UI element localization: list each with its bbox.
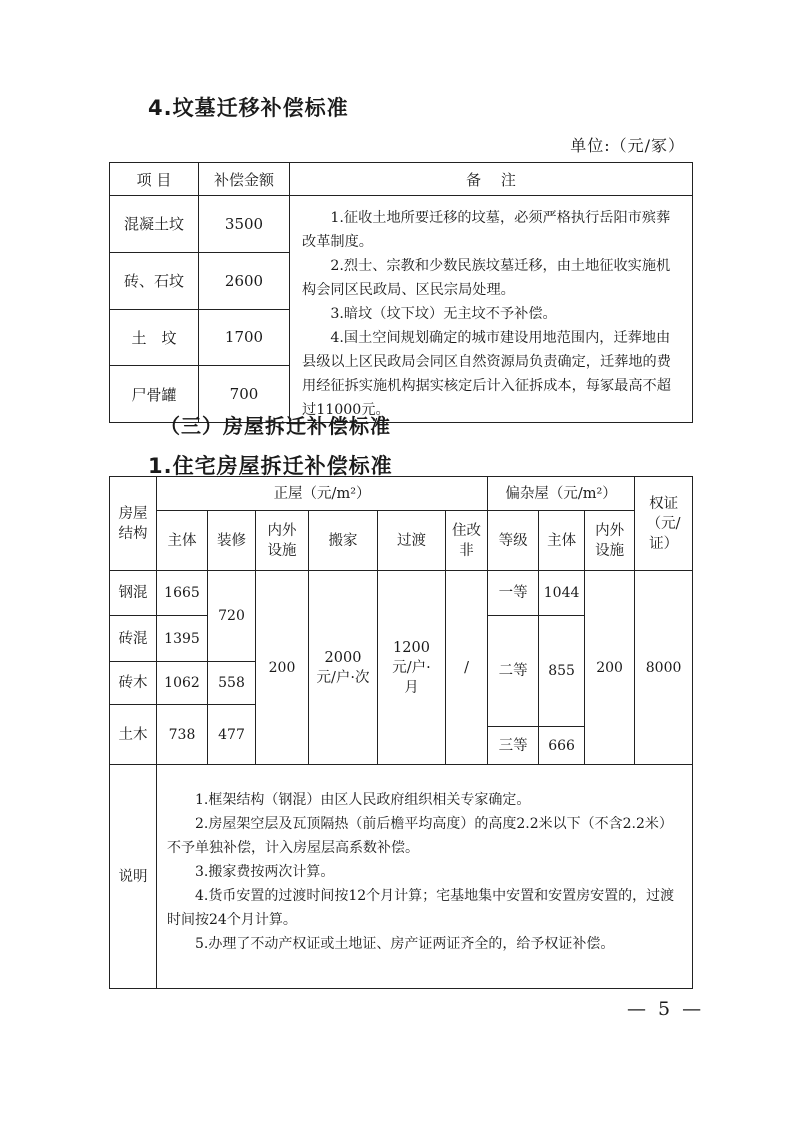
note-paragraph: 4.国土空间规划确定的城市建设用地范围内，迁葬地由县级以上区民政局会同区自然资源局负责确定，迁葬地的费用经征拆实施机构据实核定后计入征拆成本，每冢最高不超过11000元。 — [302, 330, 671, 418]
grave-item: 砖、石坟 — [110, 252, 199, 309]
house-compensation-table — [109, 476, 693, 989]
subheader-transit: 过渡 — [378, 511, 446, 571]
table-subheader-row — [110, 511, 693, 571]
grave-amount: 700 — [199, 366, 290, 423]
side-body-value: 1044 — [539, 571, 585, 616]
unit-label: 单位:（元/冢） — [570, 136, 685, 155]
grave-amount: 3500 — [199, 196, 290, 253]
explanation-row — [110, 765, 693, 989]
decor-value: 477 — [208, 705, 256, 765]
grave-item: 尸骨罐 — [110, 366, 199, 423]
subheader-side-body: 主体 — [539, 511, 585, 571]
table-header-row — [110, 477, 693, 511]
explanation-paragraph: 5.办理了不动产权证或土地证、房产证两证齐全的，给予权证补偿。 — [195, 936, 615, 952]
grade-cell: 三等 — [488, 727, 539, 765]
header-item: 项 目 — [110, 163, 199, 196]
side-body-value: 666 — [539, 727, 585, 765]
header-certificate: 权证（元/证） — [635, 477, 693, 571]
subheader-decor: 装修 — [208, 511, 256, 571]
note-paragraph: 2.烈士、宗教和少数民族坟墓迁移，由土地征收实施机构会同区民政局、区民宗局处理。 — [302, 258, 671, 298]
table-row — [110, 196, 693, 253]
explanation-paragraph: 3.搬家费按两次计算。 — [195, 864, 335, 880]
section-heading-grave: 4.坟墓迁移补偿标准 — [148, 96, 349, 120]
subheader-body: 主体 — [157, 511, 208, 571]
header-note: 备 注 — [290, 163, 693, 196]
table-header-row — [110, 163, 693, 196]
explanation-paragraph: 2.房屋架空层及瓦顶隔热（前后檐平均高度）的高度2.2米以下（不含2.2米）不予单独补偿，计入房屋层高系数补偿。 — [167, 816, 673, 856]
header-structure: 房屋结构 — [110, 477, 157, 571]
structure-cell: 钢混 — [110, 571, 157, 616]
header-amount: 补偿金额 — [199, 163, 290, 196]
body-value: 1062 — [157, 662, 208, 705]
section-heading-house: （三）房屋拆迁补偿标准 — [160, 414, 391, 438]
section-heading-residential: 1.住宅房屋拆迁补偿标准 — [148, 454, 393, 478]
explanation-content — [157, 765, 693, 989]
grave-item: 混凝土坟 — [110, 196, 199, 253]
facility-value: 200 — [256, 571, 309, 765]
decor-value: 558 — [208, 662, 256, 705]
note-paragraph: 1.征收土地所要迁移的坟墓，必须严格执行岳阳市殡葬改革制度。 — [302, 210, 671, 250]
header-main-house: 正屋（元/m²） — [157, 477, 488, 511]
note-paragraph: 3.暗坟（坟下坟）无主坟不予补偿。 — [330, 306, 557, 322]
grade-cell: 二等 — [488, 616, 539, 727]
grave-notes — [290, 196, 693, 423]
move-value: 2000元/户·次 — [309, 571, 378, 765]
subheader-move: 搬家 — [309, 511, 378, 571]
header-side-house: 偏杂屋（元/m²） — [488, 477, 635, 511]
decor-value: 720 — [208, 571, 256, 662]
subheader-grade: 等级 — [488, 511, 539, 571]
explanation-paragraph: 1.框架结构（钢混）由区人民政府组织相关专家确定。 — [195, 792, 531, 808]
explanation-label: 说明 — [110, 765, 157, 989]
side-body-value: 855 — [539, 616, 585, 727]
grave-item: 土 坟 — [110, 309, 199, 366]
structure-cell: 土木 — [110, 705, 157, 765]
subheader-facility: 内外设施 — [256, 511, 309, 571]
grave-amount: 2600 — [199, 252, 290, 309]
body-value: 738 — [157, 705, 208, 765]
grave-compensation-table — [109, 162, 693, 423]
body-value: 1665 — [157, 571, 208, 616]
table-row — [110, 571, 693, 595]
transit-value: 1200元/户·月 — [378, 571, 446, 765]
grave-amount: 1700 — [199, 309, 290, 366]
side-facility-value: 200 — [585, 571, 635, 765]
grade-cell: 一等 — [488, 571, 539, 616]
explanation-paragraph: 4.货币安置的过渡时间按12个月计算；宅基地集中安置和安置房安置的，过渡时间按24个月计算。 — [167, 888, 675, 928]
certificate-value: 8000 — [635, 571, 693, 765]
body-value: 1395 — [157, 616, 208, 662]
structure-cell: 砖混 — [110, 616, 157, 662]
subheader-side-facility: 内外设施 — [585, 511, 635, 571]
structure-cell: 砖木 — [110, 662, 157, 705]
page-number: — 5 — — [627, 998, 705, 1020]
non-residential-value: / — [446, 571, 488, 765]
subheader-non-residential: 住改非 — [446, 511, 488, 571]
